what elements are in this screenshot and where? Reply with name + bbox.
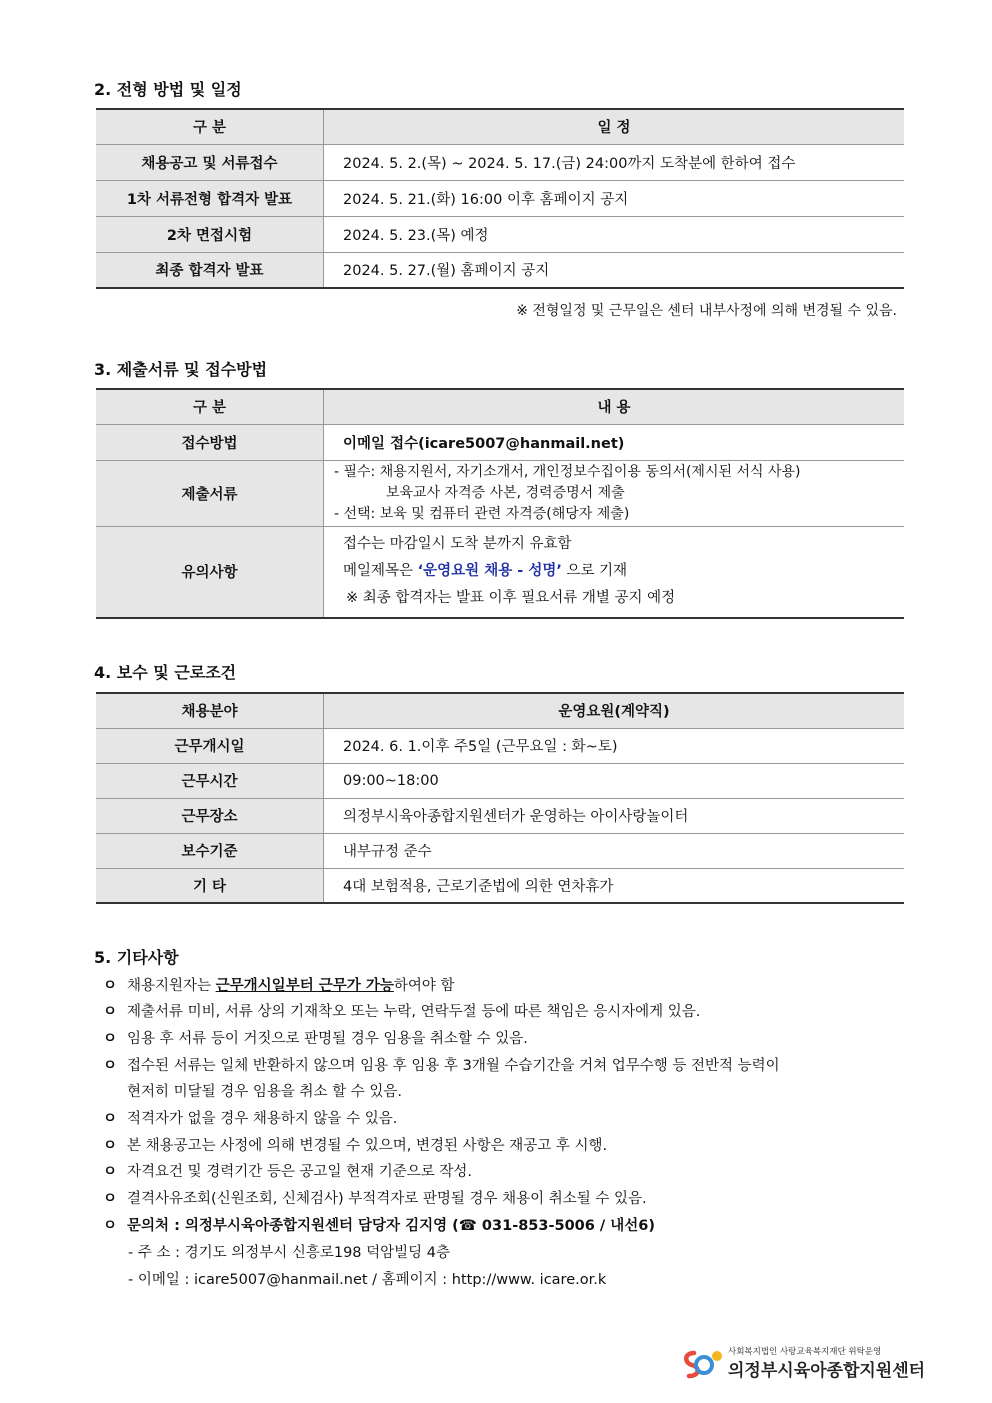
bullet-icon: ㅇ xyxy=(103,978,118,994)
row-label: 1차 서류전형 합격자 발표 xyxy=(96,180,324,216)
header-cell: 일 정 xyxy=(324,109,905,144)
header-cell: 운영요원(계약직) xyxy=(324,693,905,728)
bullet-icon: ㅇ xyxy=(103,1111,118,1127)
logo-name: 의정부시육아종합지원센터 xyxy=(728,1361,926,1381)
bullet-icon: ㅇ xyxy=(103,1191,118,1207)
conditions-table xyxy=(96,692,904,904)
row-value: 2024. 5. 23.(목) 예정 xyxy=(324,216,905,252)
documents-table xyxy=(96,388,904,619)
section5-title: 5. 기타사항 xyxy=(94,948,179,967)
list-item xyxy=(103,974,454,995)
note-line xyxy=(343,558,904,585)
row-value: 2024. 5. 2.(목) ~ 2024. 5. 17.(금) 24:00까지 도착분에 한하여 접수 xyxy=(324,144,905,180)
bullet-icon: ㅇ xyxy=(103,1058,118,1074)
list-item xyxy=(103,1054,780,1075)
header-cell: 구 분 xyxy=(96,389,324,424)
header-cell: 채용분야 xyxy=(96,693,324,728)
list-item xyxy=(103,1027,528,1048)
logo-subtitle: 사회복지법인 사랑교육복지재단 위탁운영 xyxy=(728,1347,882,1357)
table-row xyxy=(96,460,904,526)
item-text: 임용 후 서류 등이 거짓으로 판명될 경우 임용을 취소할 수 있음. xyxy=(127,1031,528,1047)
row-value: 4대 보험적용, 근로기준법에 의한 연차휴가 xyxy=(324,868,905,903)
center-logo xyxy=(680,1345,926,1381)
section4-title: 4. 보수 및 근로조건 xyxy=(94,663,237,682)
note-text: 으로 기재 xyxy=(561,563,628,580)
list-item xyxy=(103,1214,655,1235)
item-text: 채용지원자는 xyxy=(127,978,216,994)
row-value: 의정부시육아종합지원센터가 운영하는 아이사랑놀이터 xyxy=(324,798,905,833)
table-row xyxy=(96,144,904,180)
table-row xyxy=(96,216,904,252)
row-label: 유의사항 xyxy=(96,526,324,618)
documents-required-cont: 보육교사 자격증 사본, 경력증명서 제출 xyxy=(386,484,625,501)
section3-title: 3. 제출서류 및 접수방법 xyxy=(94,360,268,379)
logo-mark-icon xyxy=(680,1345,726,1381)
list-item xyxy=(103,1000,700,1021)
table-row xyxy=(96,180,904,216)
schedule-note: ※ 전형일정 및 근무일은 센터 내부사정에 의해 변경될 수 있음. xyxy=(516,303,897,319)
row-label: 접수방법 xyxy=(96,424,324,460)
table-header-row xyxy=(96,389,904,424)
row-label: 채용공고 및 서류접수 xyxy=(96,144,324,180)
table-row xyxy=(96,252,904,288)
contact-info: 문의처 : 의정부시육아종합지원센터 담당자 김지영 (☎ 031-853-5006 / 내선6) xyxy=(127,1218,655,1234)
row-label: 보수기준 xyxy=(96,833,324,868)
row-label: 근무시간 xyxy=(96,763,324,798)
table-row xyxy=(96,526,904,618)
address-line: - 주 소 : 경기도 의정부시 신흥로198 덕암빌딩 4층 xyxy=(128,1245,451,1261)
mail-subject-format: ‘운영요원 채용 - 성명’ xyxy=(417,563,562,580)
row-label: 최종 합격자 발표 xyxy=(96,252,324,288)
table-row xyxy=(96,728,904,763)
table-row xyxy=(96,763,904,798)
item-text: 결격사유조회(신원조회, 신체검사) 부적격자로 판명될 경우 채용이 취소될 수 있음. xyxy=(127,1191,647,1207)
note-line: 접수는 마감일시 도착 분까지 유효함 xyxy=(343,536,572,553)
item-text: 본 채용공고는 사정에 의해 변경될 수 있으며, 변경된 사항은 재공고 후 시행. xyxy=(127,1138,608,1154)
row-label: 제출서류 xyxy=(96,460,324,526)
list-item xyxy=(103,1160,472,1181)
email-submission: 이메일 접수(icare5007@hanmail.net) xyxy=(324,424,905,460)
section2-title: 2. 전형 방법 및 일정 xyxy=(94,80,242,99)
row-label: 기 타 xyxy=(96,868,324,903)
documents-list xyxy=(324,460,905,526)
notes-list xyxy=(324,526,905,618)
row-value: 내부규정 준수 xyxy=(324,833,905,868)
row-value: 2024. 6. 1.이후 주5일 (근무요일 : 화~토) xyxy=(324,728,905,763)
item-emphasis: 근무개시일부터 근무가 가능 xyxy=(215,978,394,994)
list-item xyxy=(103,1107,397,1128)
bullet-icon: ㅇ xyxy=(103,1138,118,1154)
bullet-icon: ㅇ xyxy=(103,1164,118,1180)
bullet-icon: ㅇ xyxy=(103,1004,118,1020)
row-label: 2차 면접시험 xyxy=(96,216,324,252)
row-label: 근무개시일 xyxy=(96,728,324,763)
note-line: ※ 최종 합격자는 발표 이후 필요서류 개별 공지 예정 xyxy=(346,590,676,607)
table-header-row xyxy=(96,693,904,728)
row-value: 2024. 5. 21.(화) 16:00 이후 홈페이지 공지 xyxy=(324,180,905,216)
table-row xyxy=(96,424,904,460)
item-text: 하여야 함 xyxy=(393,978,455,994)
table-row xyxy=(96,798,904,833)
header-cell: 내 용 xyxy=(324,389,905,424)
table-row xyxy=(96,868,904,903)
item-text: 적격자가 없을 경우 채용하지 않을 수 있음. xyxy=(127,1111,398,1127)
item-text: 접수된 서류는 일체 반환하지 않으며 임용 후 임용 후 3개월 수습기간을 거쳐 업무수행 등 전반적 능력이 xyxy=(127,1058,780,1074)
row-label: 근무장소 xyxy=(96,798,324,833)
list-item xyxy=(103,1134,607,1155)
item-text: 자격요건 및 경력기간 등은 공고일 현재 기준으로 작성. xyxy=(127,1164,473,1180)
schedule-table xyxy=(96,108,904,289)
bullet-icon: ㅇ xyxy=(103,1218,118,1234)
table-row xyxy=(96,833,904,868)
row-value: 2024. 5. 27.(월) 홈페이지 공지 xyxy=(324,252,905,288)
row-value: 09:00~18:00 xyxy=(324,763,905,798)
note-text: 메일제목은 xyxy=(343,563,418,580)
table-header-row xyxy=(96,109,904,144)
header-cell: 구 분 xyxy=(96,109,324,144)
documents-optional: - 선택: 보육 및 컴퓨터 관련 자격증(해당자 제출) xyxy=(334,505,630,522)
list-item xyxy=(103,1187,647,1208)
bullet-icon: ㅇ xyxy=(103,1031,118,1047)
list-item-cont: 현저히 미달될 경우 임용을 취소 할 수 있음. xyxy=(127,1084,402,1100)
item-text: 제출서류 미비, 서류 상의 기재착오 또는 누락, 연락두절 등에 따른 책임은 응시자에게 있음. xyxy=(127,1004,701,1020)
documents-required: - 필수: 채용지원서, 자기소개서, 개인정보수집이용 동의서(제시된 서식 사용) xyxy=(334,463,801,480)
web-line: - 이메일 : icare5007@hanmail.net / 홈페이지 : http://www. icare.or.k xyxy=(128,1272,607,1288)
